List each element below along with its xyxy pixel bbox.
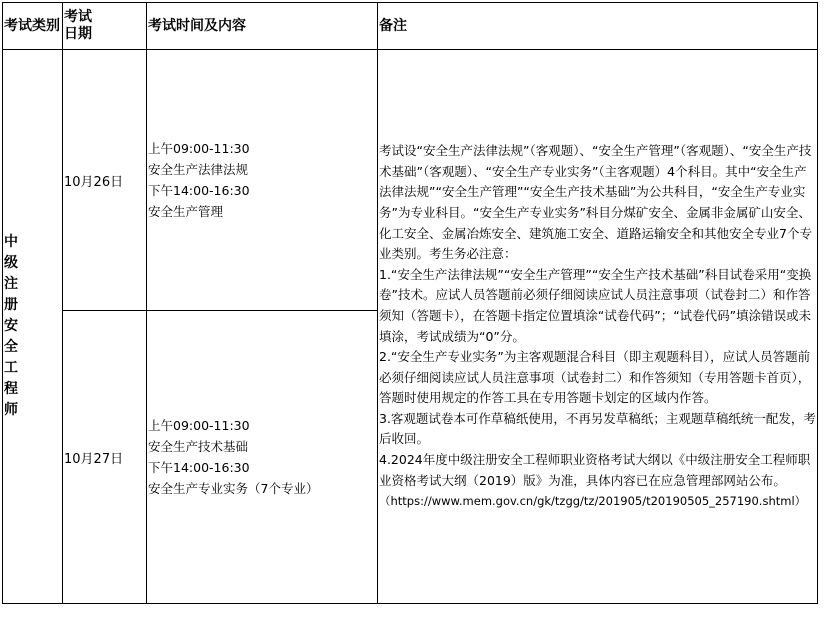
category-cell	[3, 50, 63, 604]
day2-morning-time: 上午09:00-11:30	[148, 418, 250, 433]
schedule-cell-day2	[147, 311, 378, 604]
header-date	[63, 3, 147, 50]
exam-schedule-table	[2, 2, 818, 604]
schedule-cell-day1	[147, 50, 378, 311]
day1-afternoon-subject: 安全生产管理	[148, 204, 224, 219]
day1-afternoon-time: 下午14:00-16:30	[148, 183, 250, 198]
date-cell-day1: 10月26日	[63, 50, 147, 311]
header-category: 考试类别	[3, 3, 63, 50]
table-row-day1	[3, 50, 818, 311]
remarks-item-1: 1.“安全生产法律法规”“安全生产管理”“安全生产技术基础”科目试卷采用“变换卷”技术。应试人员答题前必须仔细阅读应试人员注意事项（试卷封二）和作答须知（答题卡），在答题卡指定位置填涂“试卷代码”；“试卷代码”填涂错误或未填涂，考试成绩为“0”分。	[379, 266, 812, 344]
day2-afternoon-subject: 安全生产专业实务（7个专业）	[148, 481, 319, 496]
header-time-content: 考试时间及内容	[147, 3, 378, 50]
day1-morning-time: 上午09:00-11:30	[148, 141, 250, 156]
day1-morning-subject: 安全生产法律法规	[148, 162, 249, 177]
category-label: 中级注册安全工程师	[4, 234, 18, 418]
day2-morning-subject: 安全生产技术基础	[148, 439, 249, 454]
remarks-item-3: 3.客观题试卷本可作草稿纸使用，不再另发草稿纸；主观题草稿纸统一配发，考后收回。	[379, 410, 816, 447]
remarks-url: （https://www.mem.gov.cn/gk/tzgg/tz/201905/t20190505_257190.shtml）	[379, 494, 807, 509]
header-remarks: 备注	[378, 3, 818, 50]
date-cell-day2: 10月27日	[63, 311, 147, 604]
day2-afternoon-time: 下午14:00-16:30	[148, 460, 250, 475]
remarks-cell	[378, 50, 818, 604]
remarks-intro: 考试设“安全生产法律法规”（客观题）、“安全生产管理”（客观题）、“安全生产技术基础”（客观题）、“安全生产专业实务”（主客观题）4个科目。其中“安全生产法律法规”“安全生产管理”“安全生产技术基础”为公共科目，“安全生产专业实务”为专业科目。“安全生产专业实务”科目分煤矿安全、金属非金属矿山安全、化工安全、金属冶炼安全、建筑施工安全、道路运输安全和其他安全专业7个专业类别。考生务必注意：	[379, 143, 812, 262]
header-row	[3, 3, 818, 50]
header-date-label: 考试日期	[64, 9, 92, 42]
remarks-item-2: 2.“安全生产专业实务”为主客观题混合科目（即主观题科目），应试人员答题前必须仔细阅读应试人员注意事项（试卷封二）和作答须知（专用答题卡首页），答题时使用规定的作答工具在专用答题卡划定的区域内作答。	[379, 349, 811, 406]
remarks-item-4: 4.2024年度中级注册安全工程师职业资格考试大纲以《中级注册安全工程师职业资格考试大纲（2019）版》为准，具体内容已在应急管理部网站公布。	[379, 452, 811, 488]
